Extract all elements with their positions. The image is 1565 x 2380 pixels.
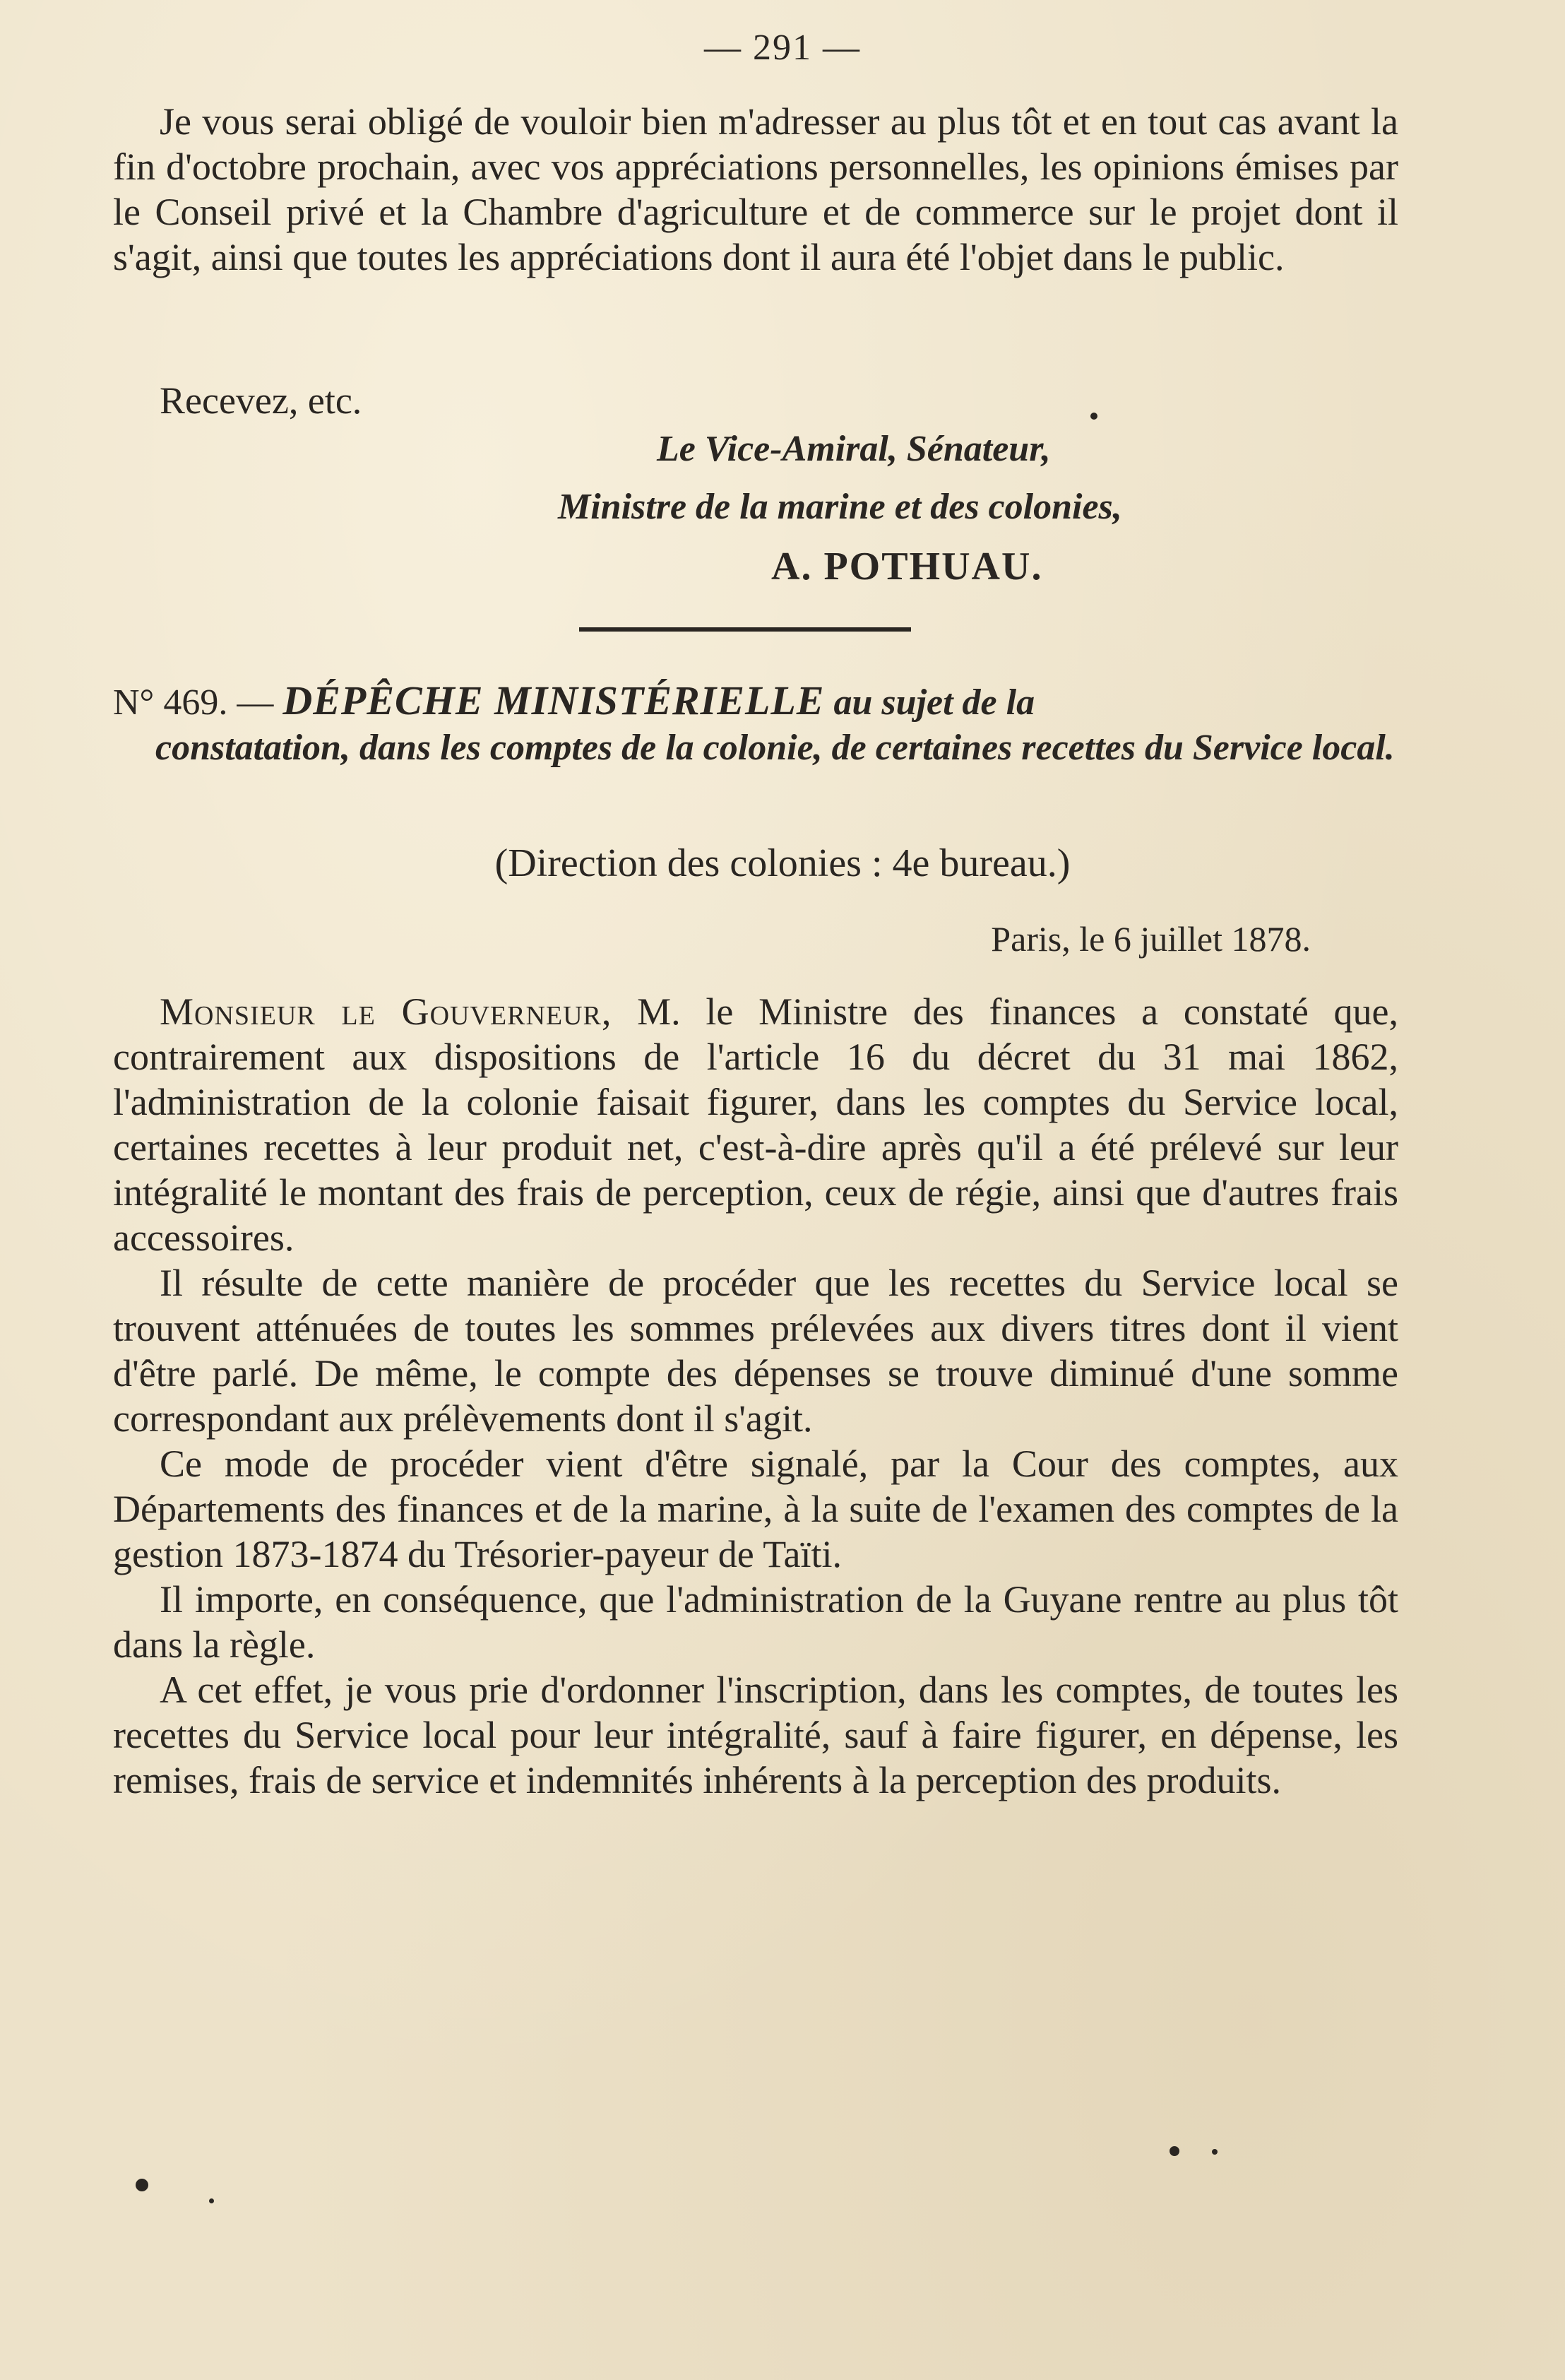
ink-speck bbox=[1090, 413, 1097, 420]
page-number: — 291 — bbox=[704, 28, 861, 68]
closing-formula: Recevez, etc. bbox=[160, 379, 362, 422]
body-paragraph-3: Ce mode de procéder vient d'être signalé, par la Cour des comptes, aux Départements des finances et de la marine, à la suite de l'examen des comptes de la gestion 1873-1874 du Trésorier-payeur de Taïti. bbox=[113, 1443, 1398, 1575]
body-paragraph-2: Il résulte de cette manière de procéder que les recettes du Service local se trouvent atténuées de toutes les sommes prélevées aux divers titres dont il vient d'être parlé. De même, le compte des dépenses se trouve diminué d'une somme correspondant aux prélèvements dont il s'agit. bbox=[113, 1262, 1398, 1440]
section-divider bbox=[579, 627, 911, 632]
dispatch-subject-start: au sujet de la bbox=[833, 682, 1035, 723]
body-paragraph-5: A cet effet, je vous prie d'ordonner l'inscription, dans les comptes, de toutes les recettes du Service local pour leur intégralité, sauf à faire figurer, en dépense, les remises, frais de service et indemnités inhérents à la perception des produits. bbox=[113, 1669, 1398, 1801]
dispatch-title: DÉPÊCHE MINISTÉRIELLE bbox=[282, 677, 825, 723]
signature-name: A. POTHUAU. bbox=[771, 545, 1043, 588]
letter-paragraph: Je vous serai obligé de vouloir bien m'adresser au plus tôt et en tout cas avant la fin d'octobre prochain, avec vos appréciations personnelles, les opinions émises par le Conseil privé et la Chambre d'agriculture et de commerce sur le projet dont il s'agit, ainsi que toutes les appréciations dont il aura été l'objet dans le public. bbox=[113, 100, 1398, 278]
ink-speck bbox=[1170, 2146, 1179, 2156]
signature-office: Ministre de la marine et des colonies, bbox=[558, 487, 1122, 527]
salutation: Monsieur le Gouverneur, bbox=[160, 990, 612, 1033]
body-paragraph-4: Il importe, en conséquence, que l'administration de la Guyane rentre au plus tôt dans la règle. bbox=[113, 1578, 1398, 1666]
ink-speck bbox=[209, 2198, 214, 2203]
dispatch-number: N° 469. — bbox=[113, 682, 274, 723]
signature-title: Le Vice-Amiral, Sénateur, bbox=[657, 429, 1051, 469]
letter-continuation bbox=[113, 99, 1398, 280]
dispatch-body bbox=[113, 989, 1398, 1803]
body-paragraph-1 bbox=[113, 989, 1398, 1260]
dispatch-heading bbox=[113, 678, 1398, 771]
dispatch-direction: (Direction des colonies : 4e bureau.) bbox=[494, 841, 1071, 885]
ink-speck bbox=[136, 2179, 148, 2191]
dispatch-date: Paris, le 6 juillet 1878. bbox=[991, 919, 1311, 959]
body-paragraph-1-text: M. le Ministre des finances a constaté que, contrairement aux dispositions de l'article 16 du décret du 31 mai 1862, l'administration de la colonie faisait figurer, dans les comptes du Service local, certaines recettes à leur produit net, c'est-à-dire après qu'il a été prélevé sur leur intégralité le montant des frais de perception, ceux de régie, ainsi que d'autres frais accessoires. bbox=[113, 990, 1398, 1259]
dispatch-subject: constatation, dans les comptes de la colonie, de certaines recettes du Service local. bbox=[155, 728, 1395, 768]
ink-speck bbox=[1212, 2149, 1218, 2155]
